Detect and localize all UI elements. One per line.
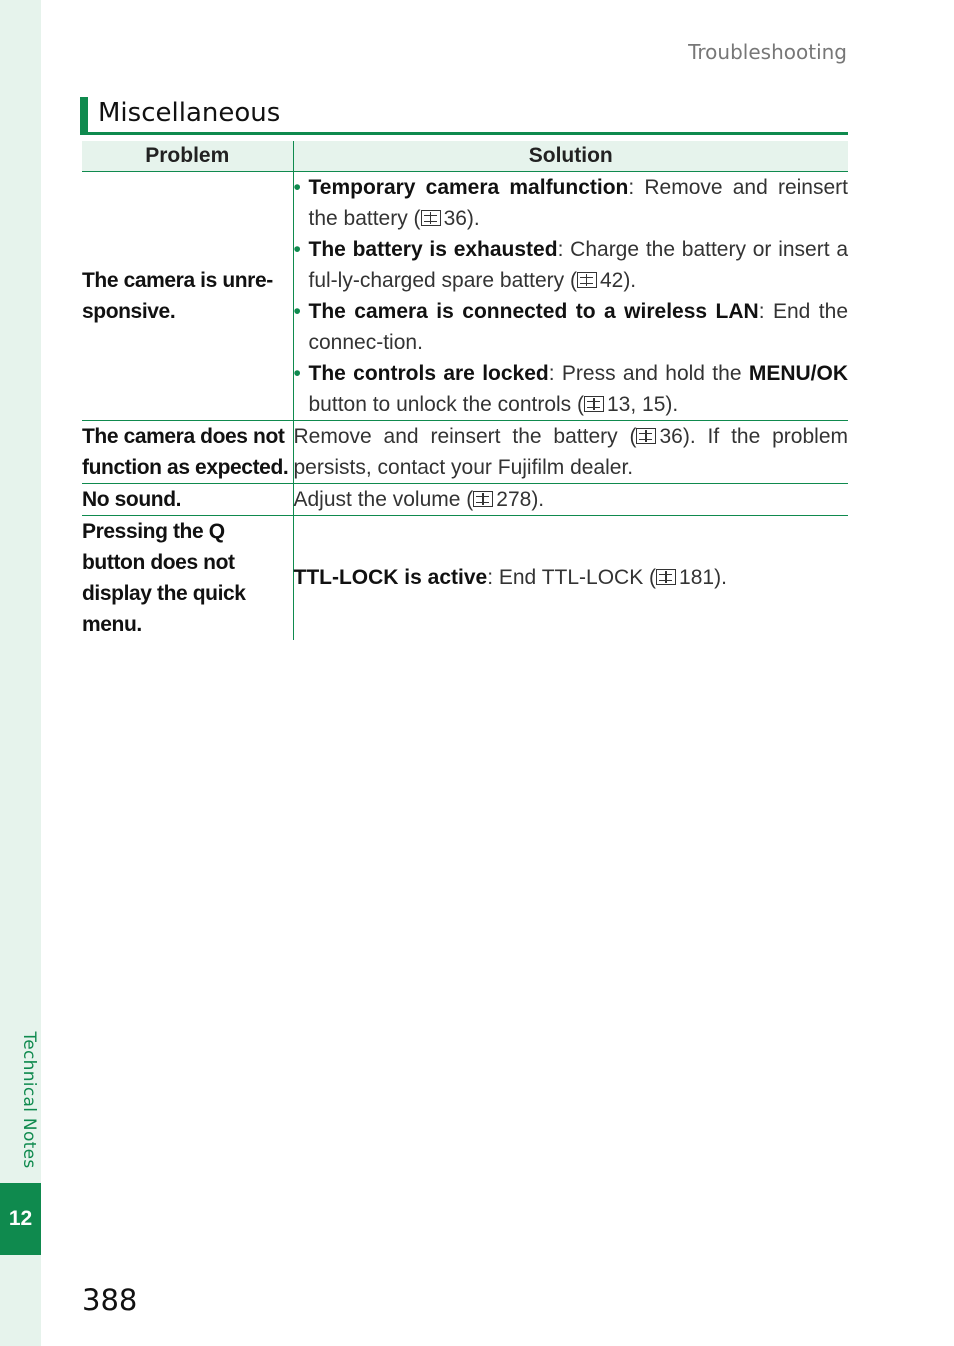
problem-cell: No sound. (82, 483, 293, 515)
table-row (82, 483, 848, 515)
problem-cell: The camera does not function as expected. (82, 420, 293, 483)
table-row (82, 171, 848, 420)
troubleshooting-table (82, 141, 848, 640)
table-header-row (82, 141, 848, 171)
page-number: 388 (82, 1283, 138, 1317)
solution-cell: Adjust the volume ( 278). (293, 483, 848, 515)
solution-cell: Remove and reinsert the battery ( 36). If the problem persists, contact your Fujifilm dealer. (293, 420, 848, 483)
table-row (82, 515, 848, 640)
bullet-icon: • (293, 361, 301, 385)
table-row (82, 420, 848, 483)
list-item: • The camera is connected to a wireless LAN: End the connec-tion. (294, 296, 849, 358)
chapter-number-tab: 12 (0, 1183, 41, 1255)
list-item: • The battery is exhausted: Charge the battery or insert a ful-ly-charged spare battery ( 42). (294, 234, 849, 296)
section-heading (80, 97, 848, 135)
bullet-icon: • (293, 237, 301, 261)
bullet-icon: • (293, 299, 301, 323)
bullet-icon: • (293, 175, 301, 199)
column-header-solution: Solution (293, 141, 848, 171)
book-reference-icon (421, 210, 441, 226)
problem-cell: Pressing the Q button does not display the quick menu. (82, 515, 293, 640)
heading-accent-bar (80, 97, 88, 132)
list-item: • The controls are locked: Press and hold the MENU/OK button to unlock the controls ( 13, 15). (294, 358, 849, 420)
heading-title: Miscellaneous (98, 98, 281, 128)
book-reference-icon (577, 272, 597, 288)
book-reference-icon (656, 569, 676, 585)
book-reference-icon (636, 428, 656, 444)
solution-cell (293, 171, 848, 420)
solution-list (294, 172, 849, 420)
column-header-problem: Problem (82, 141, 293, 171)
list-item: • Temporary camera malfunction: Remove and reinsert the battery ( 36). (294, 172, 849, 234)
running-header: Troubleshooting (688, 40, 847, 64)
book-reference-icon (473, 491, 493, 507)
solution-cell: TTL-LOCK is active: End TTL-LOCK ( 181). (293, 515, 848, 640)
problem-cell: The camera is unre-sponsive. (82, 171, 293, 420)
book-reference-icon (584, 396, 604, 412)
chapter-label: Technical Notes (19, 1031, 39, 1169)
